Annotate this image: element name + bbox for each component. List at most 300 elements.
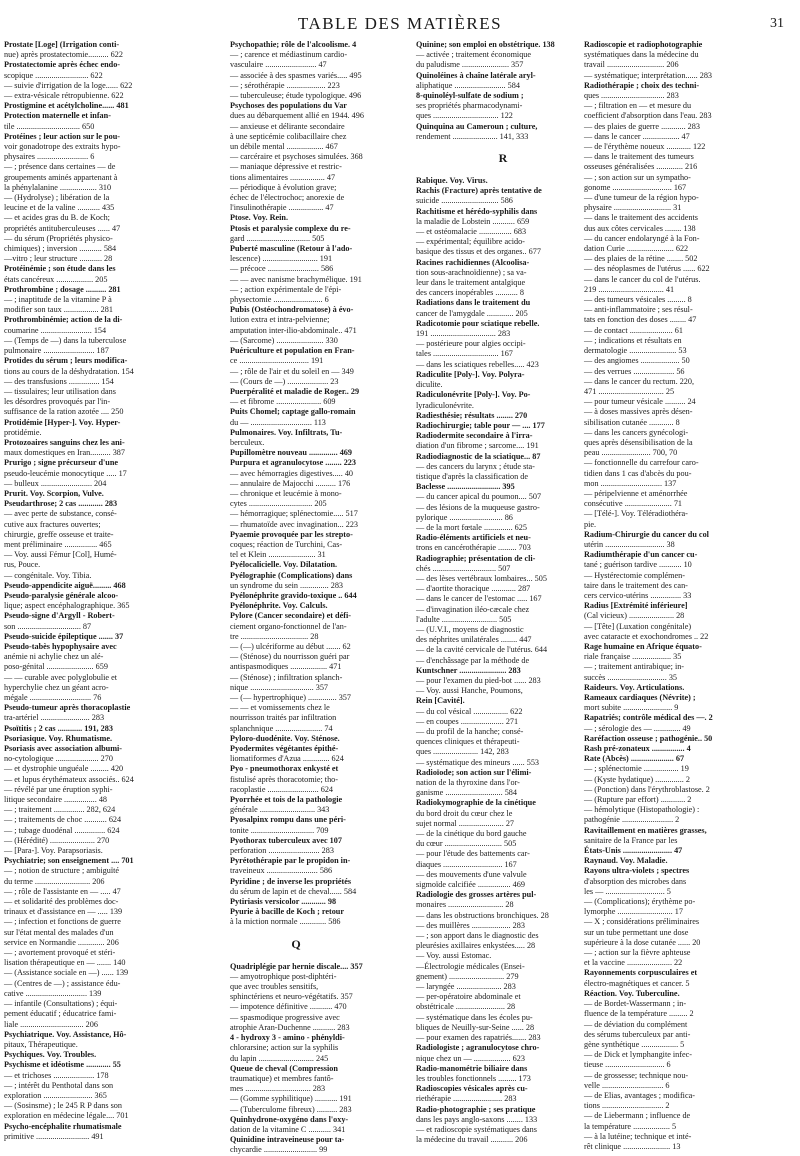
index-entry-line: — associée à des spasmes variés..... 495 — [230, 70, 362, 80]
index-entry-line: Pyloro-duodénite. Voy. Sténose. — [230, 733, 340, 743]
index-entry-line: — ; intérêt du Penthotal dans son — [4, 1080, 114, 1090]
index-entry-line: — du cancer apical du poumon.... 507 — [416, 492, 542, 502]
index-entry-line: — des tumeurs vésicales ......... 8 — [584, 295, 692, 305]
index-entry-line: liale ............................... 206 — [4, 1019, 98, 1029]
index-entry-line: cative .............................. 139 — [4, 988, 102, 998]
index-entry-line: Protéinémie ; son étude dans les — [4, 264, 116, 274]
index-entry-line: Radiokymographie de la cinétique — [416, 798, 536, 808]
index-entry-line: leucine et de la valine ........... 435 — [4, 203, 115, 213]
index-entry-line: états cancéreux .................. 205 — [4, 274, 108, 284]
index-entry-line: du — .............................. 113 — [230, 417, 326, 427]
index-entry-line: gard ............................... 505 — [230, 233, 325, 243]
index-entry-line: — ; action expérimentale de l'épi- — [230, 284, 342, 294]
index-entry-line: Radiations dans le traitement du — [416, 298, 531, 308]
index-entry-line: — infantile (Consultations) ; équi- — [4, 999, 118, 1009]
index-entry-line: Pubis (Ostéochondromatose) à évo- — [230, 305, 354, 315]
index-entry-line: — Voy. aussi Estomac. — [416, 951, 492, 961]
index-entry-line: — et ostéomalacie ................ 683 — [416, 227, 527, 237]
index-entry-line: ce .................................. 191 — [230, 356, 324, 366]
index-entry-line: sphinctériens et neuro-végétatifs. 357 — [230, 992, 353, 1002]
index-entry-line: sujet normal ...................... 27 — [416, 818, 515, 828]
index-entry-line: — spasmodique progressive avec — [230, 1012, 340, 1022]
index-entry-line: travail ............................ 206 — [584, 60, 679, 70]
index-entry-line: — per-opératoire abdominale et — [416, 992, 521, 1002]
index-entry-line: et la vaccine ...................... 22 — [584, 958, 683, 968]
index-entry-line: — et lupus érythémateux associés.. 624 — [4, 774, 134, 784]
index-entry-line: — (Tuberculome fibreux) .......... 283 — [230, 1104, 352, 1114]
index-entry-line: Psoïtitis ; 2 cas ............ 191, 283 — [4, 723, 113, 733]
index-entry-line: primitive .......................... 491 — [4, 1131, 104, 1141]
index-entry-line: — d'aortite thoracique ............ 287 — [416, 584, 531, 594]
index-entry-line: — pour l'étude des battements car- — [416, 849, 530, 859]
index-entry-line: — (Centres de —) ; assistance édu- — [4, 978, 121, 988]
index-entry-line: amputation inter-ilio-abdominale.. 471 — [230, 325, 357, 335]
index-entry-line: un débile mental .................. 467 — [230, 142, 338, 152]
index-entry-line: Rachitisme et hérédo-syphilis dans — [416, 206, 538, 216]
index-entry-line: Psychiatrique. Voy. Assistance, Hô- — [4, 1029, 127, 1039]
index-columns — [0, 40, 800, 1155]
index-entry-line: — pour l'examen du pied-bot ...... 283 — [416, 675, 541, 685]
index-entry-line: — ; splénectomie ................. 19 — [584, 764, 689, 774]
index-entry-line: — et solidarité des problèmes doc- — [4, 897, 119, 907]
index-entry-line: Pyrétothérapie par le propidon in- — [230, 856, 351, 866]
index-entry-line: Radiochirurgie; table pour — .... 177 — [416, 420, 545, 430]
index-entry-line: — de grossesse; technique nou- — [584, 1070, 689, 1080]
index-entry-line: lique; aspect encéphalographique. 365 — [4, 601, 130, 611]
index-entry-line: les désordres provoqués par l'in- — [4, 397, 111, 407]
index-entry-line: — des transfusions ............... 154 — [4, 376, 114, 386]
index-entry-line: Prostatectomie après échec endo- — [4, 60, 121, 70]
index-entry-line: Pyélocalicielle. Voy. Dilatation. — [230, 560, 338, 570]
index-entry-line: — expérimental; équilibre acido- — [416, 237, 525, 247]
index-entry-line: rendement ...................... 141, 333 — [416, 131, 529, 141]
index-entry-line: vasculaire ......................... 47 — [230, 60, 327, 70]
index-entry-line: Radiodiagnostic de la sciatique... 87 — [416, 451, 541, 461]
index-entry-line: Prostate [Loge] (Irrigation conti- — [4, 40, 120, 49]
index-entry-line: — avec hémorragies digestives..... 40 — [230, 468, 354, 478]
index-entry-line: physaire ............................ 31 — [584, 203, 682, 213]
index-entry-line: — bulleux ......................... 204 — [4, 478, 107, 488]
page-header — [0, 6, 800, 36]
index-entry-line: — ; rôle de l'air et du soleil en — 349 — [230, 366, 354, 376]
index-entry-line: Ptose. Voy. Rein. — [230, 213, 288, 223]
index-entry-line: Protides du sérum ; leurs modifica- — [4, 356, 128, 366]
index-entry-line: — de Liebermann ; influence de — [584, 1111, 691, 1121]
index-entry-line: Puériculture et population en Fran- — [230, 346, 355, 356]
index-entry-line: Pseudo-suicide épileptique ....... 37 — [4, 631, 124, 641]
index-entry-line: — ; action sur la fièvre aphteuse — [584, 948, 691, 958]
index-entry-line: — des angiomes ................... 50 — [584, 356, 690, 366]
index-entry-line: Radius [Extrémité inférieure] — [584, 601, 688, 611]
index-entry-line: — des cancers du larynx ; étude sta- — [416, 461, 535, 471]
index-entry-line: riethérapie ........................ 283 — [416, 1094, 517, 1104]
index-entry-line: Protozoaires sanguins chez les ani- — [4, 437, 125, 447]
index-entry-line: lisation thérapeutique en — ....... 140 — [4, 958, 126, 968]
index-entry-line: — dans les sciatiques rebelles..... 423 — [416, 359, 539, 369]
index-entry-line: Pylore (Cancer secondaire) et défi- — [230, 611, 351, 621]
index-entry-line: son ............................... 87 — [4, 621, 92, 631]
index-entry-line: scopique .......................... 622 — [4, 70, 103, 80]
index-entry-line: —vitro ; leur structure ........... 28 — [4, 254, 113, 264]
index-entry-line: ciement organo-fonctionnel de l'an- — [230, 621, 347, 631]
index-entry-line: — dans les obstructions bronchiques. 28 — [416, 910, 549, 920]
index-entry-line: 191 ................................ 283 — [416, 329, 511, 339]
index-entry-line: lescence) ........................... 191 — [230, 254, 333, 264]
index-entry-line: sigmoïde calcifiée ................ 469 — [416, 880, 525, 890]
index-entry-line: — systématique dans les écoles pu- — [416, 1012, 533, 1022]
index-entry-line: chirurgie, greffe osseuse et traite- — [4, 529, 114, 539]
index-entry-line: Pyurie à bacille de Koch ; retour — [230, 907, 344, 917]
index-entry-line: Ptosis et paralysie complexe du re- — [230, 223, 351, 233]
index-entry-line: —Électrologie médicales (Ensei- — [416, 961, 525, 971]
index-entry-line: pseudo-leucémie monocytique ..... 17 — [4, 468, 127, 478]
index-entry-line: (Cal vicieux) ...................... 28 — [584, 611, 685, 621]
index-entry-line: Pyélonéphrite. Voy. Calculs. — [230, 601, 328, 611]
index-entry-line: — des plaies de la rétine ........ 502 — [584, 254, 698, 264]
index-entry-line: Quadriplégie par hernie discale.... 357 — [230, 961, 363, 971]
index-entry-line: d'absorption des microbes dans — [584, 876, 687, 886]
index-entry-line: Rachis (Fracture) après tentative de — [416, 186, 542, 196]
index-entry-line: trons en cancérothérapie ......... 703 — [416, 543, 531, 553]
index-entry-line: nique ............................... 357 — [230, 682, 329, 692]
index-entry-line: Psychisme et idéotisme ............ 55 — [4, 1060, 121, 1070]
index-entry-line: — (U.V.I., moyens de diagnostic — [416, 624, 524, 634]
index-entry-line: Pupillomètre nouveau .............. 469 — [230, 448, 352, 458]
index-entry-line: antispasmodiques .................. 471 — [230, 662, 342, 672]
index-entry-line: — rhumatoïde avec invagination... 223 — [230, 519, 359, 529]
index-entry-line: dus aux côtes cervicales ........ 138 — [584, 223, 696, 233]
index-entry-line: tions alimentaires ................. 47 — [230, 172, 336, 182]
index-entry-line: Radio-éléments artificiels et neu- — [416, 533, 531, 543]
index-entry-line: — congénitale. Voy. Tibia. — [4, 570, 92, 580]
index-entry-line: fluence de la température ......... 2 — [584, 1009, 694, 1019]
index-entry-line: — de déviation du complément — [584, 1019, 688, 1029]
index-entry-line: 4 - hydroxy 3 - amino - phényldi- — [230, 1033, 345, 1043]
index-entry-line: Pyothorax tuberculeux avec 107 — [230, 835, 342, 845]
index-entry-line: Radio-photographie ; ses pratique — [416, 1104, 536, 1114]
index-entry-line: Rapatriés; contrôle médical des —. 2 — [584, 713, 713, 723]
index-entry-line: nue) après prostatectomie.......... 622 — [4, 50, 123, 60]
index-entry-line: — de contact ..................... 61 — [584, 325, 683, 335]
index-entry-line: berculeux. — [230, 437, 265, 447]
index-entry-line: la maladie de Lobstein ........... 659 — [416, 216, 530, 226]
index-entry-line: quences cliniques et thérapeuti- — [416, 737, 520, 747]
index-entry-line: Baclesse .......................... 395 — [416, 482, 515, 492]
index-entry-line: dues au débarquement allié en 1944. 496 — [230, 111, 364, 121]
index-entry-line: Rash pré-zonateux ................ 4 — [584, 744, 691, 754]
index-entry-line: physaires ......................... 6 — [4, 152, 95, 162]
index-entry-line: Radiothérapie ; choix des techni- — [584, 80, 700, 90]
index-entry-line: utérin ............................. 38 — [584, 539, 675, 549]
index-entry-line: — (Sténose) ; infiltration splanch- — [230, 672, 343, 682]
index-entry-line: Pyodermites végétantes épithé- — [230, 744, 339, 754]
index-entry-line: peau ........................ 700, 70 — [584, 448, 678, 458]
index-entry-line: Prothrombine ; dosage .......... 281 — [4, 284, 121, 294]
index-entry-line: Protection maternelle et infan- — [4, 111, 111, 121]
index-entry-line: dans les pays anglo-saxons ........ 133 — [416, 1114, 538, 1124]
index-entry-line: — dans le cancer .................. 47 — [584, 131, 690, 141]
index-entry-line: États-Unis ........................ 47 — [584, 846, 683, 856]
index-entry-line: physectomie ........................ 6 — [230, 295, 329, 305]
index-entry-line: Purpura et agranulocytose ........ 223 — [230, 458, 356, 468]
index-entry-line: pitaux, Thérapeutique. — [4, 1039, 78, 1049]
index-entry-line: — extra-vésicale rétropubienne. 622 — [4, 91, 124, 101]
index-entry-line: — en coupes ..................... 271 — [416, 716, 519, 726]
index-entry-line: électro-magnétiques et cancer. 5 — [584, 978, 690, 988]
index-entry-line: — ; présence dans certaines — de — [4, 162, 116, 172]
index-entry-line: sibilisation cutanée ............ 8 — [584, 417, 680, 427]
index-entry-line: Quinquina au Cameroun ; culture, — [416, 121, 538, 131]
index-entry-line: des cancers inopérables ........... 8 — [416, 288, 524, 298]
index-entry-line: sur l'état mental des malades d'un — [4, 927, 114, 937]
index-entry-line: — dans les cancers gynécologi- — [584, 427, 689, 437]
index-entry-line: perforation ......................... 283 — [230, 846, 334, 856]
index-entry-line: lymorphe ........................... 17 — [584, 907, 683, 917]
index-entry-line: Radiculite [Poly-]. Voy. Polyra- — [416, 369, 525, 379]
index-entry-line: — du col vésical ................. 622 — [416, 706, 523, 716]
index-entry-line: Pyridine ; de inverse les propriétés — [230, 876, 352, 886]
index-entry-line: — Hystérectomie complémen- — [584, 570, 685, 580]
index-entry-line: Raideurs. Voy. Articulations. — [584, 682, 685, 692]
index-entry-line: — (Complications); érythème po- — [584, 897, 696, 907]
index-entry-line: — dans le cancer du rectum. 220, — [584, 376, 695, 386]
index-entry-line: nation de la thyroxine dans l'or- — [416, 778, 520, 788]
index-entry-line: — des lésions de la muqueuse gastro- — [416, 502, 540, 512]
index-entry-line: — des mouvements d'une valvule — [416, 869, 527, 879]
index-entry-line: — X ; considérations préliminaires — [584, 917, 700, 927]
index-entry-line: — des verrues .................... 56 — [584, 366, 685, 376]
index-entry-line: — Voy. aussi Hanche, Poumons, — [416, 686, 523, 696]
index-entry-line: Radiumthérapie d'un cancer cu- — [584, 550, 698, 560]
index-entry-line: — de l'érythème noueux ............ 122 — [584, 142, 706, 152]
index-entry-line: — ; son action sur un sympatho- — [584, 172, 691, 182]
index-entry-line: — (Sténose) du nourrisson guéri par — [230, 652, 350, 662]
index-entry-line: — et radioscopie systématiques dans — [416, 1124, 537, 1134]
index-entry-line: coumarine ......................... 154 — [4, 325, 107, 335]
index-entry-line: Réaction. Voy. Tuberculine. — [584, 988, 680, 998]
index-entry-line: du paludisme ....................... 357 — [416, 60, 524, 70]
index-entry-line: tile ............................... 650 — [4, 121, 95, 131]
index-entry-line: — des néoplasmes de l'utérus ...... 622 — [584, 264, 710, 274]
index-entry-line: — de la cinétique du bord gauche — [416, 829, 527, 839]
index-entry-line: — dans le cancer de l'estomac ..... 167 — [416, 594, 542, 604]
index-entry-line: un syndrome du sein .............. 283 — [230, 580, 344, 590]
index-entry-line: bliques de Neuilly-sur-Seine ...... 28 — [416, 1022, 535, 1032]
index-entry-line: ganisme ............................ 584 — [416, 788, 517, 798]
index-entry-line: modifier son taux ................. 281 — [4, 305, 113, 315]
index-entry-line: — d'une tumeur de la région hypo- — [584, 193, 699, 203]
index-entry-line: — de Elias, avantages ; modifica- — [584, 1090, 695, 1100]
index-entry-line: — suivie d'irrigation de la loge...... 622 — [4, 80, 133, 90]
index-entry-line: nourrisson traités par infiltration — [230, 713, 337, 723]
index-entry-line: Rayons ultra-violets ; spectres — [584, 866, 690, 876]
index-entry-line: — fonctionnelle du carrefour caro- — [584, 458, 699, 468]
index-entry-line: — dans le cancer du col de l'utérus. — [584, 274, 701, 284]
index-entry-line: tra-artériel ........................ 283 — [4, 713, 105, 723]
index-entry-line: trinaux et d'assistance en — ..... 139 — [4, 907, 123, 917]
index-entry-line: — ; infection et fonctions de guerre — [4, 917, 121, 927]
index-entry-line: — précoce ......................... 586 — [230, 264, 334, 274]
index-entry-line: — [Para-]. Voy. Parapsoriasis. — [4, 846, 103, 856]
index-entry-line: rêt clinique ....................... 13 — [584, 1141, 681, 1151]
index-entry-line: Pseudo-tumeur après thoracoplastie — [4, 703, 131, 713]
index-entry-line: — impotence définitive ........... 470 — [230, 1002, 347, 1012]
index-entry-line: — pour tumeur vésicale .......... 24 — [584, 397, 696, 407]
index-entry-line: Psychopathie; rôle de l'alcoolisme. 4 — [230, 40, 357, 49]
index-entry-line: gnement) ........................... 279 — [416, 971, 519, 981]
index-entry-line: — ; indications et résultats en — [584, 335, 682, 345]
index-entry-line: Radiesthésie; résultats ........ 270 — [416, 410, 528, 420]
index-entry-line: pement éducatif ; éducatrice fami- — [4, 1009, 117, 1019]
index-entry-line: succès ............................. 35 — [584, 672, 678, 682]
index-entry-line: Protidémie [Hyper-]. Voy. Hyper- — [4, 417, 121, 427]
index-entry-line: tistique d'après la classification de — [416, 471, 528, 481]
index-entry-line: Rate (Abcès) ..................... 67 — [584, 754, 685, 764]
index-entry-line: pleurésies axillaires enkystées..... 28 — [416, 941, 536, 951]
index-entry-line: Rayonnements corpusculaires et — [584, 968, 698, 978]
index-entry-line: du sérum de lapin et de cheval...... 584 — [230, 886, 357, 896]
index-entry-line: Pytiriasis versicolor ............ 98 — [230, 897, 337, 907]
index-entry-line: — ; inaptitude de la vitamine P à — [4, 295, 112, 305]
index-entry-line: — d'enchâssage par la méthode de — [416, 655, 530, 665]
index-entry-line: sur un tube permettant une dose — [584, 927, 689, 937]
index-entry-line: coefficient d'absorption dans l'eau. 283 — [584, 111, 712, 121]
index-entry-line: — [Tête] (Luxation congénitale) — [584, 621, 692, 631]
index-entry-line: maux domestiques en Iran.......... 387 — [4, 448, 125, 458]
section-letter: R — [498, 151, 508, 166]
index-entry-line: Pyorrhée et tois de la pathologie — [230, 795, 343, 805]
index-column-2 — [230, 40, 364, 1155]
index-entry-line: — ; sérothérapie ................... 223 — [230, 80, 340, 90]
index-entry-line: du terme ........................... 206 — [4, 876, 105, 886]
index-entry-line: — du cancer endolaryngé à la Fon- — [584, 233, 700, 243]
index-entry-line: suffisance de la ration azotée .... 250 — [4, 407, 124, 417]
index-entry-line: — ; traitement antirabique; in- — [584, 662, 685, 672]
index-entry-line: — du profil de la hanche; consé- — [416, 727, 524, 736]
index-entry-line: les troubles fonctionnels ......... 173 — [416, 1073, 531, 1083]
index-entry-line: — de la cavité cervicale de l'utérus. 644 — [416, 645, 548, 655]
index-entry-line: pulmonaire ......................... 187 — [4, 346, 109, 356]
index-entry-line: Rein [Cavité]. — [416, 696, 465, 706]
index-entry-line: cutive aux fractures ouvertes; — [4, 519, 101, 529]
index-entry-line: mort subite ........................ 9 — [584, 703, 679, 713]
index-entry-line: — dans le traitement des accidents — [584, 213, 698, 223]
index-entry-line: — (Temps de —) dans la tuberculose — [4, 335, 127, 345]
index-entry-line: tre ................................. 28 — [230, 631, 319, 641]
index-entry-line: dation de la vitamine C ........... 341 — [230, 1124, 346, 1134]
index-entry-line: — (Kyste hydatique) .............. 2 — [584, 774, 690, 784]
index-entry-line: cancer de l'amygdale ............. 205 — [416, 308, 528, 318]
index-entry-line: Racines rachidiennes (Alcoolisa- — [416, 257, 530, 267]
index-entry-line: hyperchylie chez un géant acro- — [4, 682, 109, 692]
index-entry-line: basique des tissus et des organes.. 677 — [416, 247, 541, 257]
index-entry-line: Pseudarthrose; 2 cas ............ 283 — [4, 499, 118, 509]
index-entry-line: tel et Klein ....................... 31 — [230, 550, 326, 560]
index-entry-line: protidémie. — [4, 427, 42, 437]
index-entry-line: — de Dick et lymphangite infec- — [584, 1050, 692, 1060]
index-entry-line: mégale .............................. 76 — [4, 693, 102, 702]
index-entry-line: l'adulte ........................... 505 — [416, 614, 512, 624]
index-entry-line: splanchnique ....................... 74 — [230, 723, 333, 733]
index-entry-line: Pseudo-signe d'Argyll - Robert- — [4, 611, 115, 621]
index-entry-line: gonome ............................. 167 — [584, 182, 687, 192]
index-entry-line: — activée ; traitement économique — [416, 50, 532, 60]
index-entry-line: Quinoléines à chaîne latérale aryl- — [416, 70, 536, 80]
index-entry-line: fistulisé après thoracotomie; tho- — [230, 774, 339, 784]
index-entry-line: Radium-Chirurgie du cancer du col — [584, 529, 709, 539]
index-entry-line: avec cataracte et exochondromes .. 22 — [584, 631, 709, 641]
index-entry-line: — avec perte de substance, consé- — [4, 509, 117, 519]
index-entry-line: lution extra et intra-pelvienne; — [230, 315, 330, 325]
index-entry-line: Psycho-encéphalite rhumatismale — [4, 1121, 122, 1131]
index-entry-line: ses propriétés pharmacodynami- — [416, 101, 523, 111]
index-entry-line: que avec troubles sensitifs, — [230, 982, 319, 992]
index-entry-line: — des lèses vertébraux lombaires... 505 — [416, 573, 547, 583]
index-entry-line: — des plaies de guerre ............ 283 — [584, 121, 700, 131]
index-entry-line: 219 ................................ 41 — [584, 284, 675, 294]
index-entry-line: poso-génital ....................... 659 — [4, 662, 108, 672]
running-title: TABLE DES MATIÈRES — [297, 14, 503, 33]
index-entry-line: échec de l'électrochoc; anorexie de — [230, 193, 345, 203]
index-entry-line: tions .............................. 2 — [584, 1101, 670, 1111]
index-entry-line: à une septicémie colibacillaire chez — [230, 131, 347, 141]
index-column-1 — [4, 40, 222, 1141]
index-entry-line: — (Gomme syphilitique) ........... 191 — [230, 1094, 352, 1104]
index-entry-line: Rabique. Voy. Virus. — [416, 176, 488, 186]
index-entry-line: — ; traitement ............... 282, 624 — [4, 805, 116, 815]
index-entry-line: — et trichoses .................... 178 — [4, 1070, 109, 1080]
index-entry-line: — des muillères ................... 283 — [416, 920, 525, 930]
index-entry-line: chés ............................... 507 — [416, 563, 511, 573]
index-entry-line: diaques ............................. 167 — [416, 859, 517, 869]
index-entry-line: — ; avortement provoqué et stéri- — [4, 948, 116, 958]
index-entry-line: à la miction normale ............. 586 — [230, 917, 341, 927]
index-entry-line: du cœur ............................ 505 — [416, 839, 517, 849]
index-entry-line: Radiculonévrite [Poly-]. Voy. Po- — [416, 390, 531, 400]
index-entry-line: — anxieuse et délirante secondaire — [230, 121, 345, 131]
index-entry-line: — postérieure pour algies occipi- — [416, 339, 526, 349]
index-entry-line: — du sérum (Propriétés physico- — [4, 233, 113, 243]
index-entry-line: Pseudo-appendicite aiguë......... 468 — [4, 580, 126, 590]
index-entry-line: — (Sarcome) ....................... 330 — [230, 335, 338, 345]
index-entry-line: osseuses généralisées ............. 216 — [584, 162, 698, 172]
index-entry-line: anémie ni achylie chez un alé- — [4, 652, 104, 662]
index-entry-line: Rage humaine en Afrique équato- — [584, 641, 702, 651]
index-entry-line: pathogénie ......................... 2 — [584, 815, 680, 825]
index-entry-line: tidien dans 1 cas d'abcès du pou- — [584, 468, 692, 478]
index-entry-line: mes ................................ 283 — [230, 1084, 326, 1094]
index-entry-line: — — avec nanisme brachymélique. 191 — [230, 274, 362, 284]
index-entry-line: Radioscopie et radiophotographie — [584, 40, 703, 49]
index-entry-line: — tissulaires; leur utilisation dans — [4, 386, 116, 396]
index-entry-line: ques ............................... 283 — [584, 91, 679, 101]
index-entry-line: Queue de cheval (Compression — [230, 1063, 338, 1073]
index-column-4 — [584, 40, 796, 1151]
index-entry-line: — (— hypertrophique) .............. 357 — [230, 693, 351, 702]
index-entry-line: tieuse ............................. 6 — [584, 1060, 671, 1070]
index-entry-line: liomatiformes d'Azua ............. 624 — [230, 754, 344, 764]
index-entry-line: Radio-manométrie biliaire dans — [416, 1063, 528, 1073]
index-entry-line: voir gonadotrope des extraits hypo- — [4, 142, 121, 152]
index-entry-line: — systématique des mineurs ...... 553 — [416, 757, 540, 767]
index-entry-line: — péripelvienne et aménorrhée — [584, 488, 688, 498]
index-entry-line: — (Hérédité) ...................... 270 — [4, 835, 110, 845]
index-entry-line: — d'invagination iléo-cæcale chez — [416, 604, 530, 614]
index-entry-line: — et dystrophie unguéale ......... 420 — [4, 764, 124, 774]
index-column-3 — [416, 40, 590, 1145]
index-entry-line: tats en fonction des doses ........ 47 — [584, 315, 697, 325]
index-entry-line: Pyosalpinx rompu dans une péri- — [230, 815, 346, 825]
